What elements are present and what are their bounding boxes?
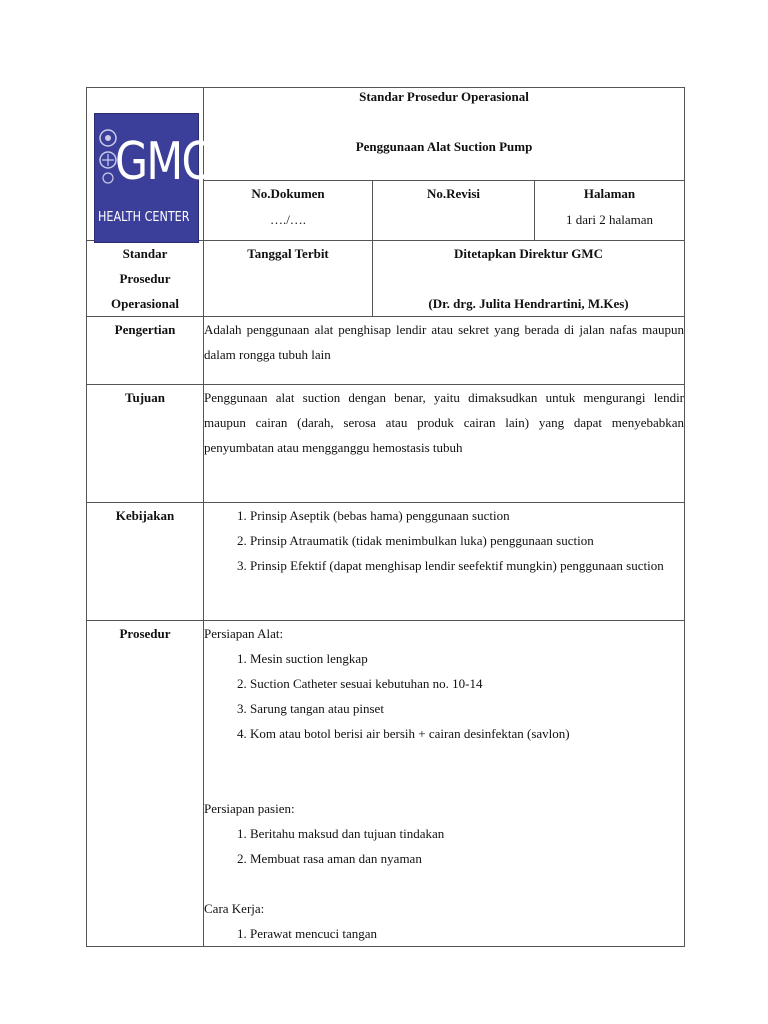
list-item: 1. Prinsip Aseptik (bebas hama) penggunaan suction: [250, 503, 684, 528]
kebijakan-row: [87, 503, 685, 621]
title-cell: [204, 88, 685, 181]
alat-list: [204, 646, 684, 746]
gmc-logo: [94, 113, 210, 243]
header-title-row: [87, 88, 685, 181]
approver-name: (Dr. drg. Julita Hendrartini, M.Kes): [428, 296, 629, 311]
pengertian-text: Adalah penggunaan alat penghisap lendir atau sekret yang berada di jalan nafas maupun dalam rongga tubuh lain: [204, 317, 685, 385]
revision-cell: [373, 181, 535, 241]
list-item: 1. Perawat mencuci tangan: [250, 921, 684, 946]
doc-number-label: No.Dokumen: [251, 186, 325, 201]
pengertian-row: [87, 317, 685, 385]
list-item: 2. Membuat rasa aman dan nyaman: [250, 846, 684, 871]
prosedur-content: [204, 621, 685, 947]
page-cell: [535, 181, 685, 241]
sop-label-line3: Operasional: [111, 296, 179, 311]
doc-number-value: …./….: [269, 212, 307, 227]
page-value: 1 dari 2 halaman: [566, 212, 653, 227]
kebijakan-list: [204, 503, 684, 578]
logo-wordmark: GMC: [115, 132, 210, 192]
alat-heading: Persiapan Alat:: [204, 626, 284, 641]
issue-date-label: Tanggal Terbit: [247, 246, 329, 261]
tujuan-label: Tujuan: [87, 385, 204, 503]
approved-by-label: Ditetapkan Direktur GMC: [453, 246, 604, 261]
approval-cell: [373, 241, 685, 317]
pasien-list: [204, 821, 684, 871]
list-item: 3. Prinsip Efektif (dapat menghisap lendir seefektif mungkin) penggunaan suction: [250, 553, 684, 578]
kebijakan-label: Kebijakan: [87, 503, 204, 621]
logo-cell: [87, 88, 210, 241]
list-item: 2. Suction Catheter sesuai kebutuhan no. 10-14: [250, 671, 684, 696]
pasien-heading: Persiapan pasien:: [204, 801, 295, 816]
issue-date-cell: [204, 241, 373, 317]
sop-label-line1: Standar: [122, 246, 168, 261]
info-row: [87, 241, 685, 317]
document-subtitle: Penggunaan Alat Suction Pump: [355, 139, 533, 154]
list-item: 2. Prinsip Atraumatik (tidak menimbulkan luka) penggunaan suction: [250, 528, 684, 553]
kerja-list: [204, 921, 684, 946]
list-item: 1. Beritahu maksud dan tujuan tindakan: [250, 821, 684, 846]
page-label: Halaman: [583, 186, 636, 201]
list-item: 1. Mesin suction lengkap: [250, 646, 684, 671]
sop-document-table: [86, 87, 685, 947]
sop-label-line2: Prosedur: [119, 271, 171, 286]
kebijakan-content: [204, 503, 685, 621]
tujuan-row: [87, 385, 685, 503]
list-item: 3. Sarung tangan atau pinset: [250, 696, 684, 721]
prosedur-label: Prosedur: [87, 621, 204, 947]
prosedur-row: [87, 621, 685, 947]
revision-label: No.Revisi: [426, 186, 481, 201]
pengertian-label: Pengertian: [87, 317, 204, 385]
document-title: Standar Prosedur Operasional: [359, 89, 529, 104]
list-item: 4. Kom atau botol berisi air bersih + cairan desinfektan (savlon): [250, 721, 684, 746]
logo-subtext: HEALTH CENTER: [98, 210, 190, 225]
tujuan-text: Penggunaan alat suction dengan benar, yaitu dimaksudkan untuk mengurangi lendir maupun cairan (darah, serosa atau produk cairan lain) yang dapat menyebabkan penyumbatan atau mengganggu hemostasis tubuh: [204, 385, 685, 503]
doc-number-cell: [204, 181, 373, 241]
sop-label-cell: [87, 241, 204, 317]
kerja-heading: Cara Kerja:: [204, 901, 265, 916]
